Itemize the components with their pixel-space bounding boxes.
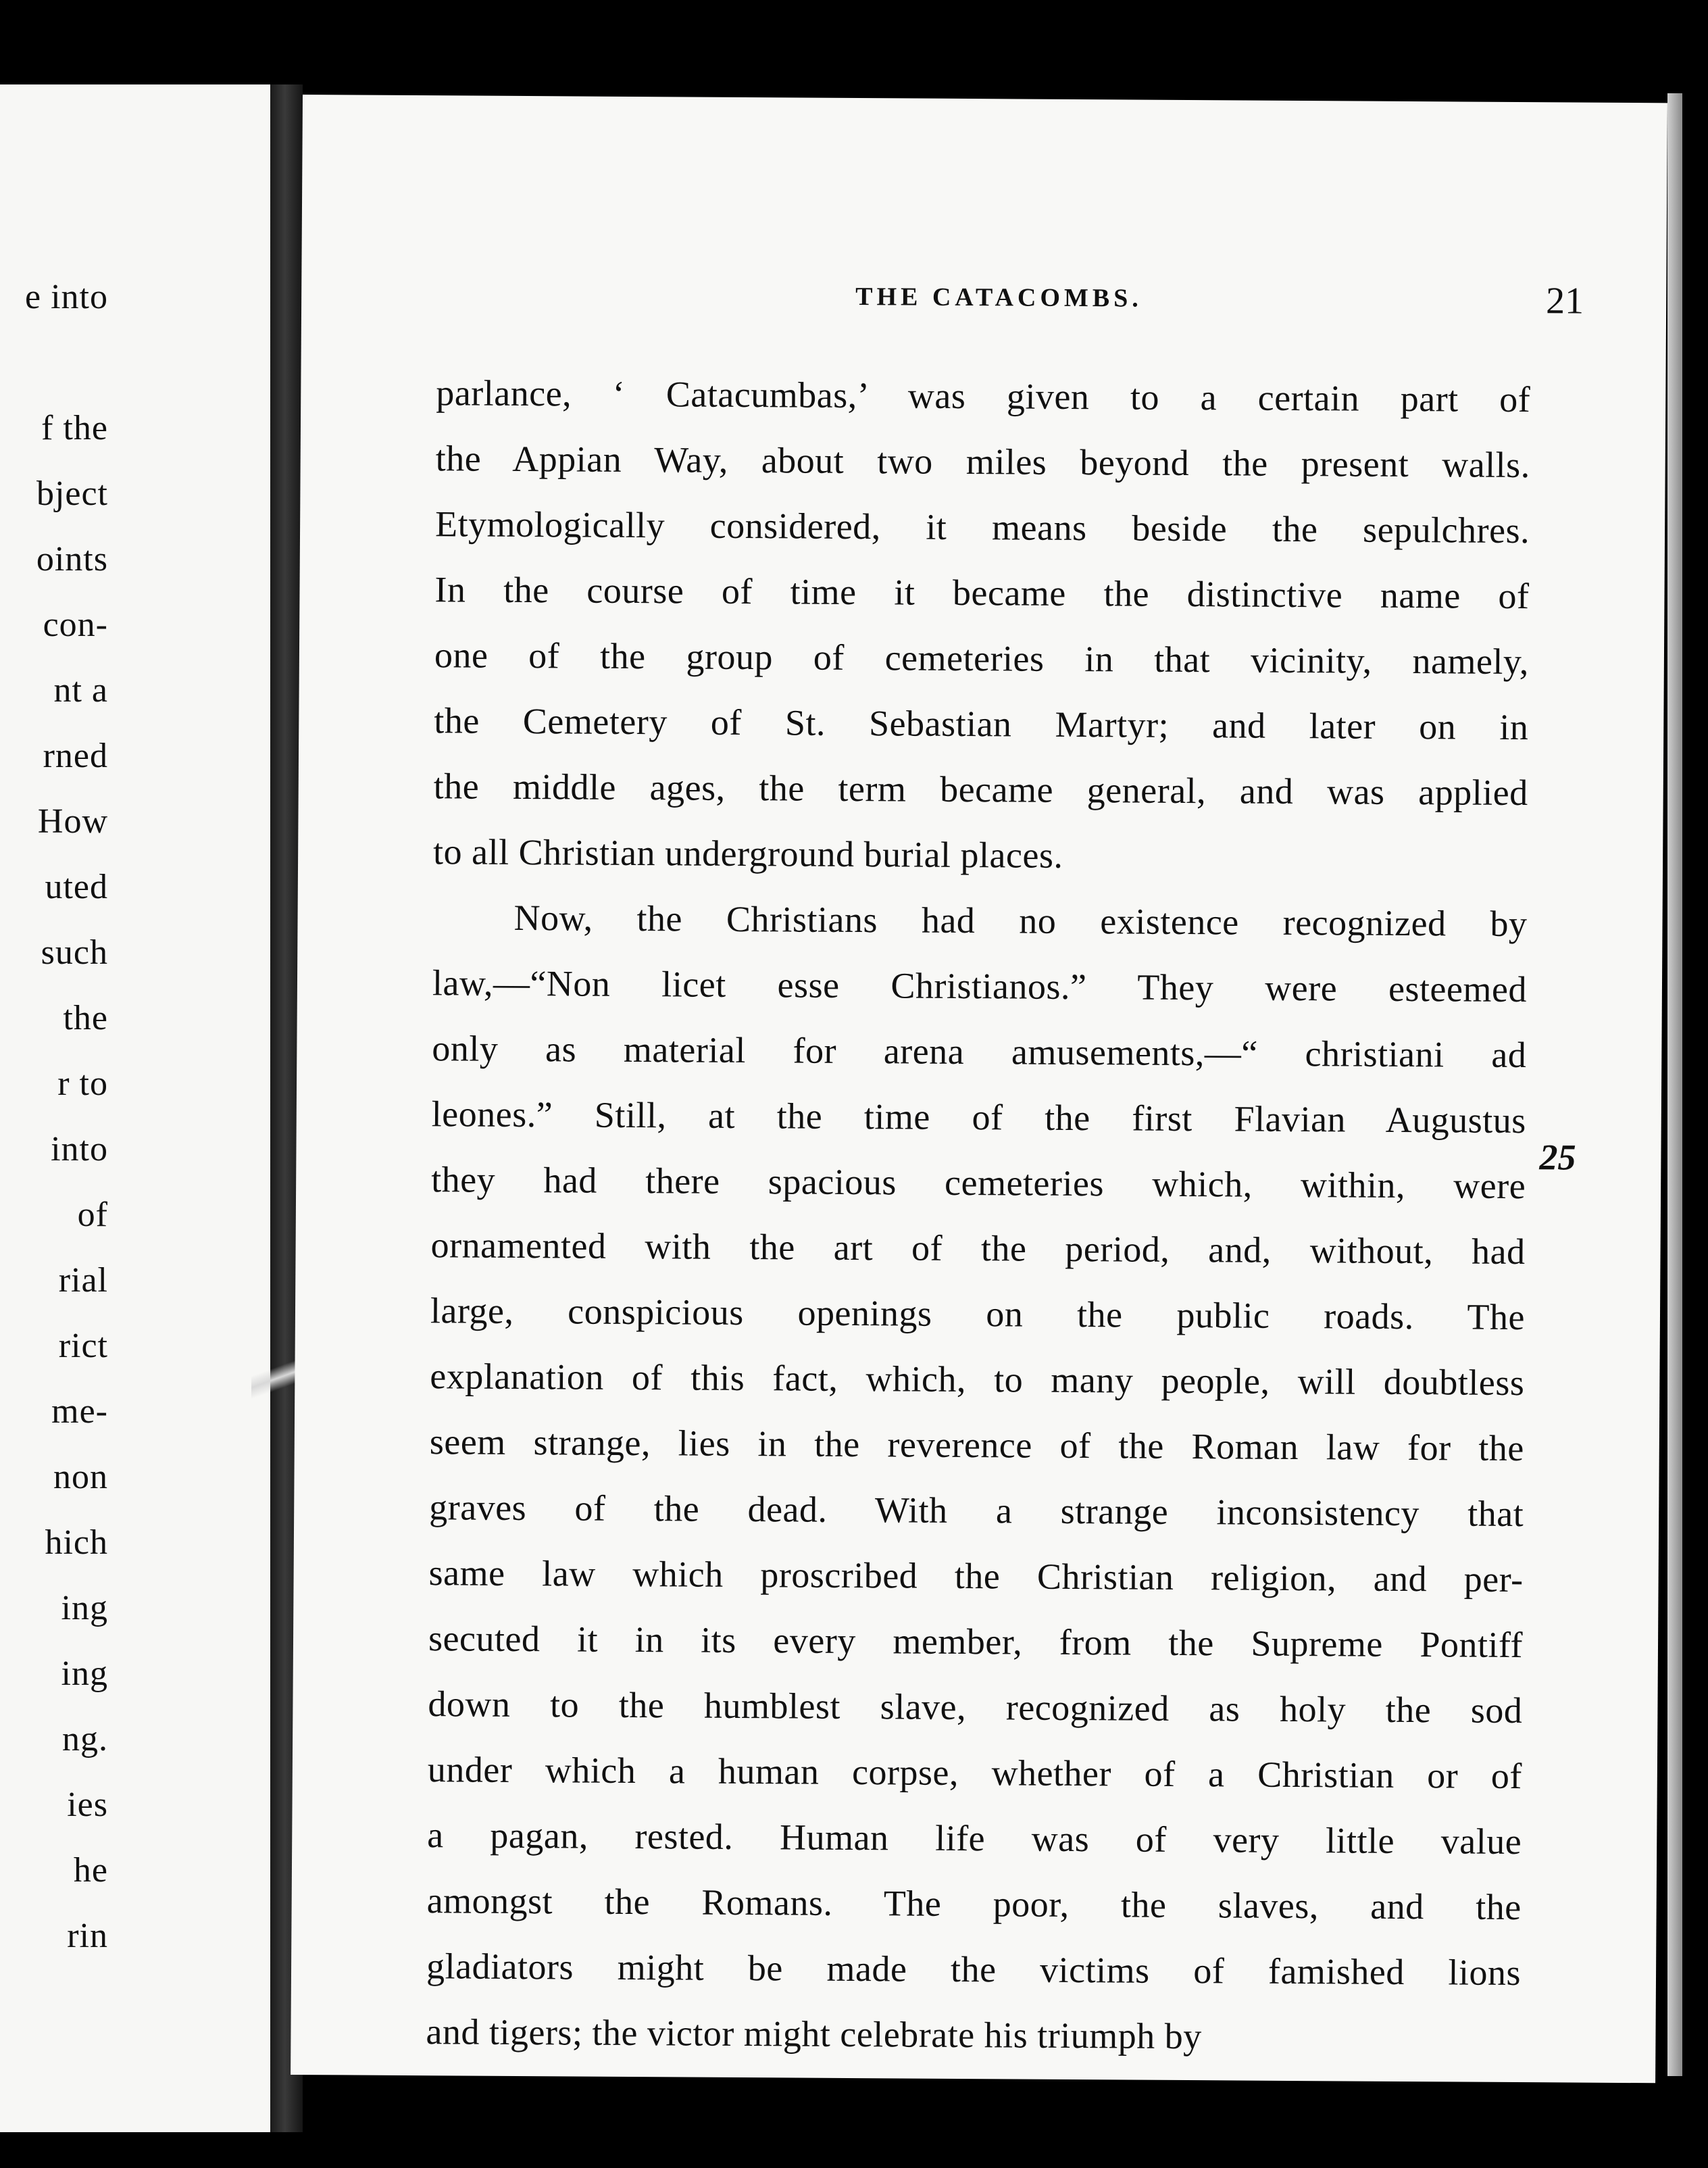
text-line: to all Christian underground burial places. — [432, 831, 1063, 876]
text-line: In the course of time it became the distinctive name of — [434, 569, 1530, 617]
previous-page-line-fragment: the — [63, 999, 108, 1037]
previous-page-line-fragment: bject — [36, 474, 108, 513]
page-number: 21 — [1545, 280, 1584, 322]
previous-page-line-fragment: rict — [58, 1327, 108, 1365]
body-text — [426, 360, 1530, 2071]
page-edge — [1667, 93, 1682, 2076]
text-line: they had there spacious cemeteries which, within, were — [431, 1159, 1526, 1207]
previous-page-line-fragment: r to — [57, 1064, 108, 1103]
previous-page-line-fragment: con- — [43, 606, 108, 644]
text-line: explanation of this fact, which, to many people, will doubtless — [430, 1356, 1525, 1404]
text-line: parlance, ‘ Catacumbas,’ was given to a certain part of — [436, 372, 1531, 420]
previous-page-line-fragment: such — [41, 933, 108, 972]
current-page — [291, 95, 1667, 2083]
text-line: only as material for arena amusements,—“ christiani ad — [432, 1028, 1527, 1076]
text-line: Etymologically considered, it means beside the sepulchres. — [434, 503, 1530, 551]
previous-page-line-fragment: How — [37, 802, 108, 841]
previous-page-line-fragment: ng. — [62, 1720, 108, 1758]
running-head: THE CATACOMBS. — [855, 282, 1142, 313]
previous-page-line-fragment: he — [73, 1851, 108, 1890]
previous-page — [0, 84, 270, 2132]
previous-page-line-fragment: into — [51, 1130, 108, 1168]
previous-page-line-fragment: e into — [25, 278, 108, 316]
text-line: Now, the Christians had no existence recognized by — [513, 897, 1528, 945]
previous-page-line-fragment: non — [53, 1458, 108, 1496]
text-line: gladiators might be made the victims of famished lions — [426, 1946, 1522, 1994]
text-line: and tigers; the victor might celebrate his triumph by — [426, 2011, 1202, 2057]
text-line: law,—“Non licet esse Christianos.” They were esteemed — [432, 962, 1528, 1010]
previous-page-line-fragment: uted — [45, 868, 108, 906]
text-line: one of the group of cemeteries in that vicinity, namely, — [434, 635, 1530, 683]
text-line: the middle ages, the term became general, and was applied — [433, 766, 1528, 814]
text-line: down to the humblest slave, recognized as holy the sod — [428, 1683, 1523, 1731]
previous-page-line-fragment: oints — [36, 540, 108, 578]
previous-page-line-fragment: ing — [61, 1654, 108, 1693]
previous-page-line-fragment: ing — [61, 1589, 108, 1627]
previous-page-line-fragment: rned — [43, 737, 108, 775]
previous-page-line-fragment: rial — [58, 1261, 108, 1300]
previous-page-line-fragment: f the — [41, 409, 108, 447]
text-line: large, conspicious openings on the public roads. The — [430, 1290, 1526, 1338]
text-line: a pagan, rested. Human life was of very little value — [427, 1815, 1522, 1863]
handwritten-marginal-mark: 25 — [1539, 1137, 1576, 1178]
previous-page-line-fragment: of — [77, 1196, 108, 1234]
text-line: amongst the Romans. The poor, the slaves, and the — [426, 1880, 1522, 1928]
previous-page-line-fragment: hich — [45, 1523, 108, 1562]
gutter-crease — [251, 1318, 299, 1446]
text-line: leones.” Still, at the time of the first Flavian Augustus — [431, 1093, 1526, 1141]
text-line: the Cemetery of St. Sebastian Martyr; and later on in — [434, 700, 1529, 748]
text-line: under which a human corpse, whether of a Christian or of — [427, 1749, 1523, 1797]
text-line: ornamented with the art of the period, and, without, had — [430, 1225, 1526, 1273]
text-line: same law which proscribed the Christian religion, and per- — [428, 1552, 1524, 1600]
previous-page-line-fragment: nt a — [53, 671, 108, 710]
text-line: graves of the dead. With a strange inconsistency that — [429, 1487, 1524, 1535]
previous-page-line-fragment: rin — [67, 1917, 108, 1955]
previous-page-line-fragment: ies — [67, 1785, 108, 1824]
previous-page-line-fragment: me- — [51, 1392, 108, 1431]
text-line: seem strange, lies in the reverence of the Roman law for the — [429, 1421, 1524, 1469]
text-line: the Appian Way, about two miles beyond the present walls. — [435, 438, 1530, 486]
text-line: secuted it in its every member, from the Supreme Pontiff — [428, 1618, 1524, 1666]
